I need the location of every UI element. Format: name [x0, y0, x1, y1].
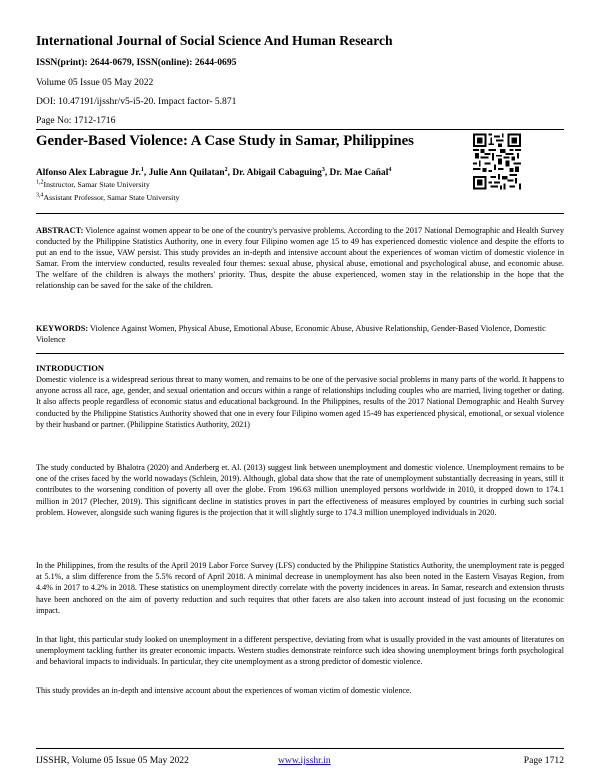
author-name: Alfonso Alex Labrague Jr. [36, 168, 141, 178]
abstract-label: ABSTRACT: [36, 226, 84, 235]
affiliation: $^{3,4}$Assistant Professor, Samar State University [36, 192, 180, 202]
footer-website-link[interactable]: www.ijsshr.in [278, 755, 331, 766]
keywords-text: Violence Against Women, Physical Abuse, Emotional Abuse, Economic Abuse, Abusive Relationship, Gender-Based Violence, Domestic Violence [36, 324, 546, 344]
doi: DOI: 10.47191/ijsshr/v5-i5-20. Impact factor- 5.871 [36, 96, 237, 107]
keywords-label: KEYWORDS: [36, 324, 89, 333]
footer-page-number: Page 1712 [523, 755, 564, 766]
paragraph: Domestic violence is a widespread serious threat to many women, and remains to be one of the pervasive social problems in many parts of the world. It happens to anyone across all race, age, gender, and sexual orientation and occurs within a range of relationships including couples who are married, living together or dating. It also affects people regardless of economic status and educational background. In the Philippines, results of the 2017 National Demographic and Health Survey conducted by the Philippine Statistics Authority showed that one in every four Filipino women aged 15-49 has experienced physical, emotional, or sexual violence by their husband or partner. (Philippine Statistics Authority, 2021) [36, 375, 564, 429]
abstract-divider-top [36, 213, 564, 214]
abstract-text: Violence against women appear to be one of the country's pervasive problems. According to the 2017 National Demographic and Health Survey conducted by the Philippine Statistics Authority, one in every four Filipino women age 15 to 49 has experienced domestic violence and despite the efforts to put an end to the issue, VAW persist. This study provides an in-depth and intensive account about the experiences of woman victim of domestic violence in Samar. From the interview conducted, results revealed four themes: sexual abuse, physical abuse, emotional and psychological abuse, and economic abuse. The welfare of the children is always the mothers' priority. Thus, despite the abuse experienced, women stay in the relationship in the hope that the relationship can be saved for the sake of the children. [36, 226, 564, 290]
affiliation: $^{1,2}$Instructor, Samar State University [36, 179, 150, 189]
paragraph: The study conducted by Bhalotra (2020) and Anderberg et. Al. (2013) suggest link between unemployment and domestic violence. Unemployment remains to be one of the crises faced by the world nowadays (Schlein, 2019). Although, global data show that the rate of unemployment substantially decreasing in years, still it contributes to the worsening condition of poverty all over the globe. From 196.63 million unemployed persons worldwide in 2010, it dropped down to 174.1 million in 2017 (Plecher, 2019). This significant decline in statistics proves in part the effectiveness of measures employed by countries in curbing such social problem. However, alongside such waning figures is the projection that it will slightly surge to 174.3 million unemployed individuals in 2020. [36, 463, 564, 517]
qr-code-icon [473, 133, 521, 190]
author-name: Dr. Abigail Cabaguing [232, 168, 322, 178]
footer-divider [36, 748, 564, 749]
author-name: Julie Ann Quilatan [148, 168, 225, 178]
abstract-divider-bottom [36, 353, 564, 354]
author-name: Dr. Mae Cañal [329, 168, 389, 178]
volume-issue: Volume 05 Issue 05 May 2022 [36, 77, 154, 88]
author-list: Alfonso Alex Labrague Jr.$^1$, Julie Ann Quilatan$^2$, Dr. Abigail Cabaguing$^3$, Dr. Mae Cañal$^4$ [36, 166, 392, 178]
keywords [36, 323, 564, 345]
issn: ISSN(print): 2644-0679, ISSN(online): 2644-0695 [36, 57, 237, 68]
paragraph: In that light, this particular study looked on unemployment in a different perspective, deviating from what is usually provided in the vast amounts of literatures on unemployment tackling further its greater economic impacts. Western studies demonstrate reinforce such idea showing unemployment brings forth psychological and behavioral impacts to individuals. In particular, they cite unemployment as a strong predictor of domestic violence. [36, 635, 564, 667]
abstract [36, 225, 564, 291]
paragraph: In the Philippines, from the results of the April 2019 Labor Force Survey (LFS) conducted by the Philippine Statistics Authority, the unemployment rate is pegged at 5.1%, a slim difference from the 5.5% record of April 2018. A minimal decrease in unemployment has also been noted in the Eastern Visayas Region, from 4.4% in 2017 to 4.2% in 2018. These statistics on unemployment directly correlate with the poverty incidences in areas. In Samar, research and extension thrusts have been anchored on the aim of poverty reduction and such requires that other facets are also taken into account instead of just focusing on the economic impact. [36, 561, 564, 615]
header-divider [36, 129, 564, 130]
journal-title: International Journal of Social Science And Human Research [36, 33, 393, 48]
section-heading: INTRODUCTION [36, 363, 105, 373]
paper-title: Gender-Based Violence: A Case Study in Samar, Philippines [36, 133, 414, 149]
page-numbers: Page No: 1712-1716 [36, 115, 116, 126]
footer-citation: IJSSHR, Volume 05 Issue 05 May 2022 [36, 755, 189, 766]
paragraph: This study provides an in-depth and intensive account about the experiences of woman victim of domestic violence. [36, 686, 412, 695]
